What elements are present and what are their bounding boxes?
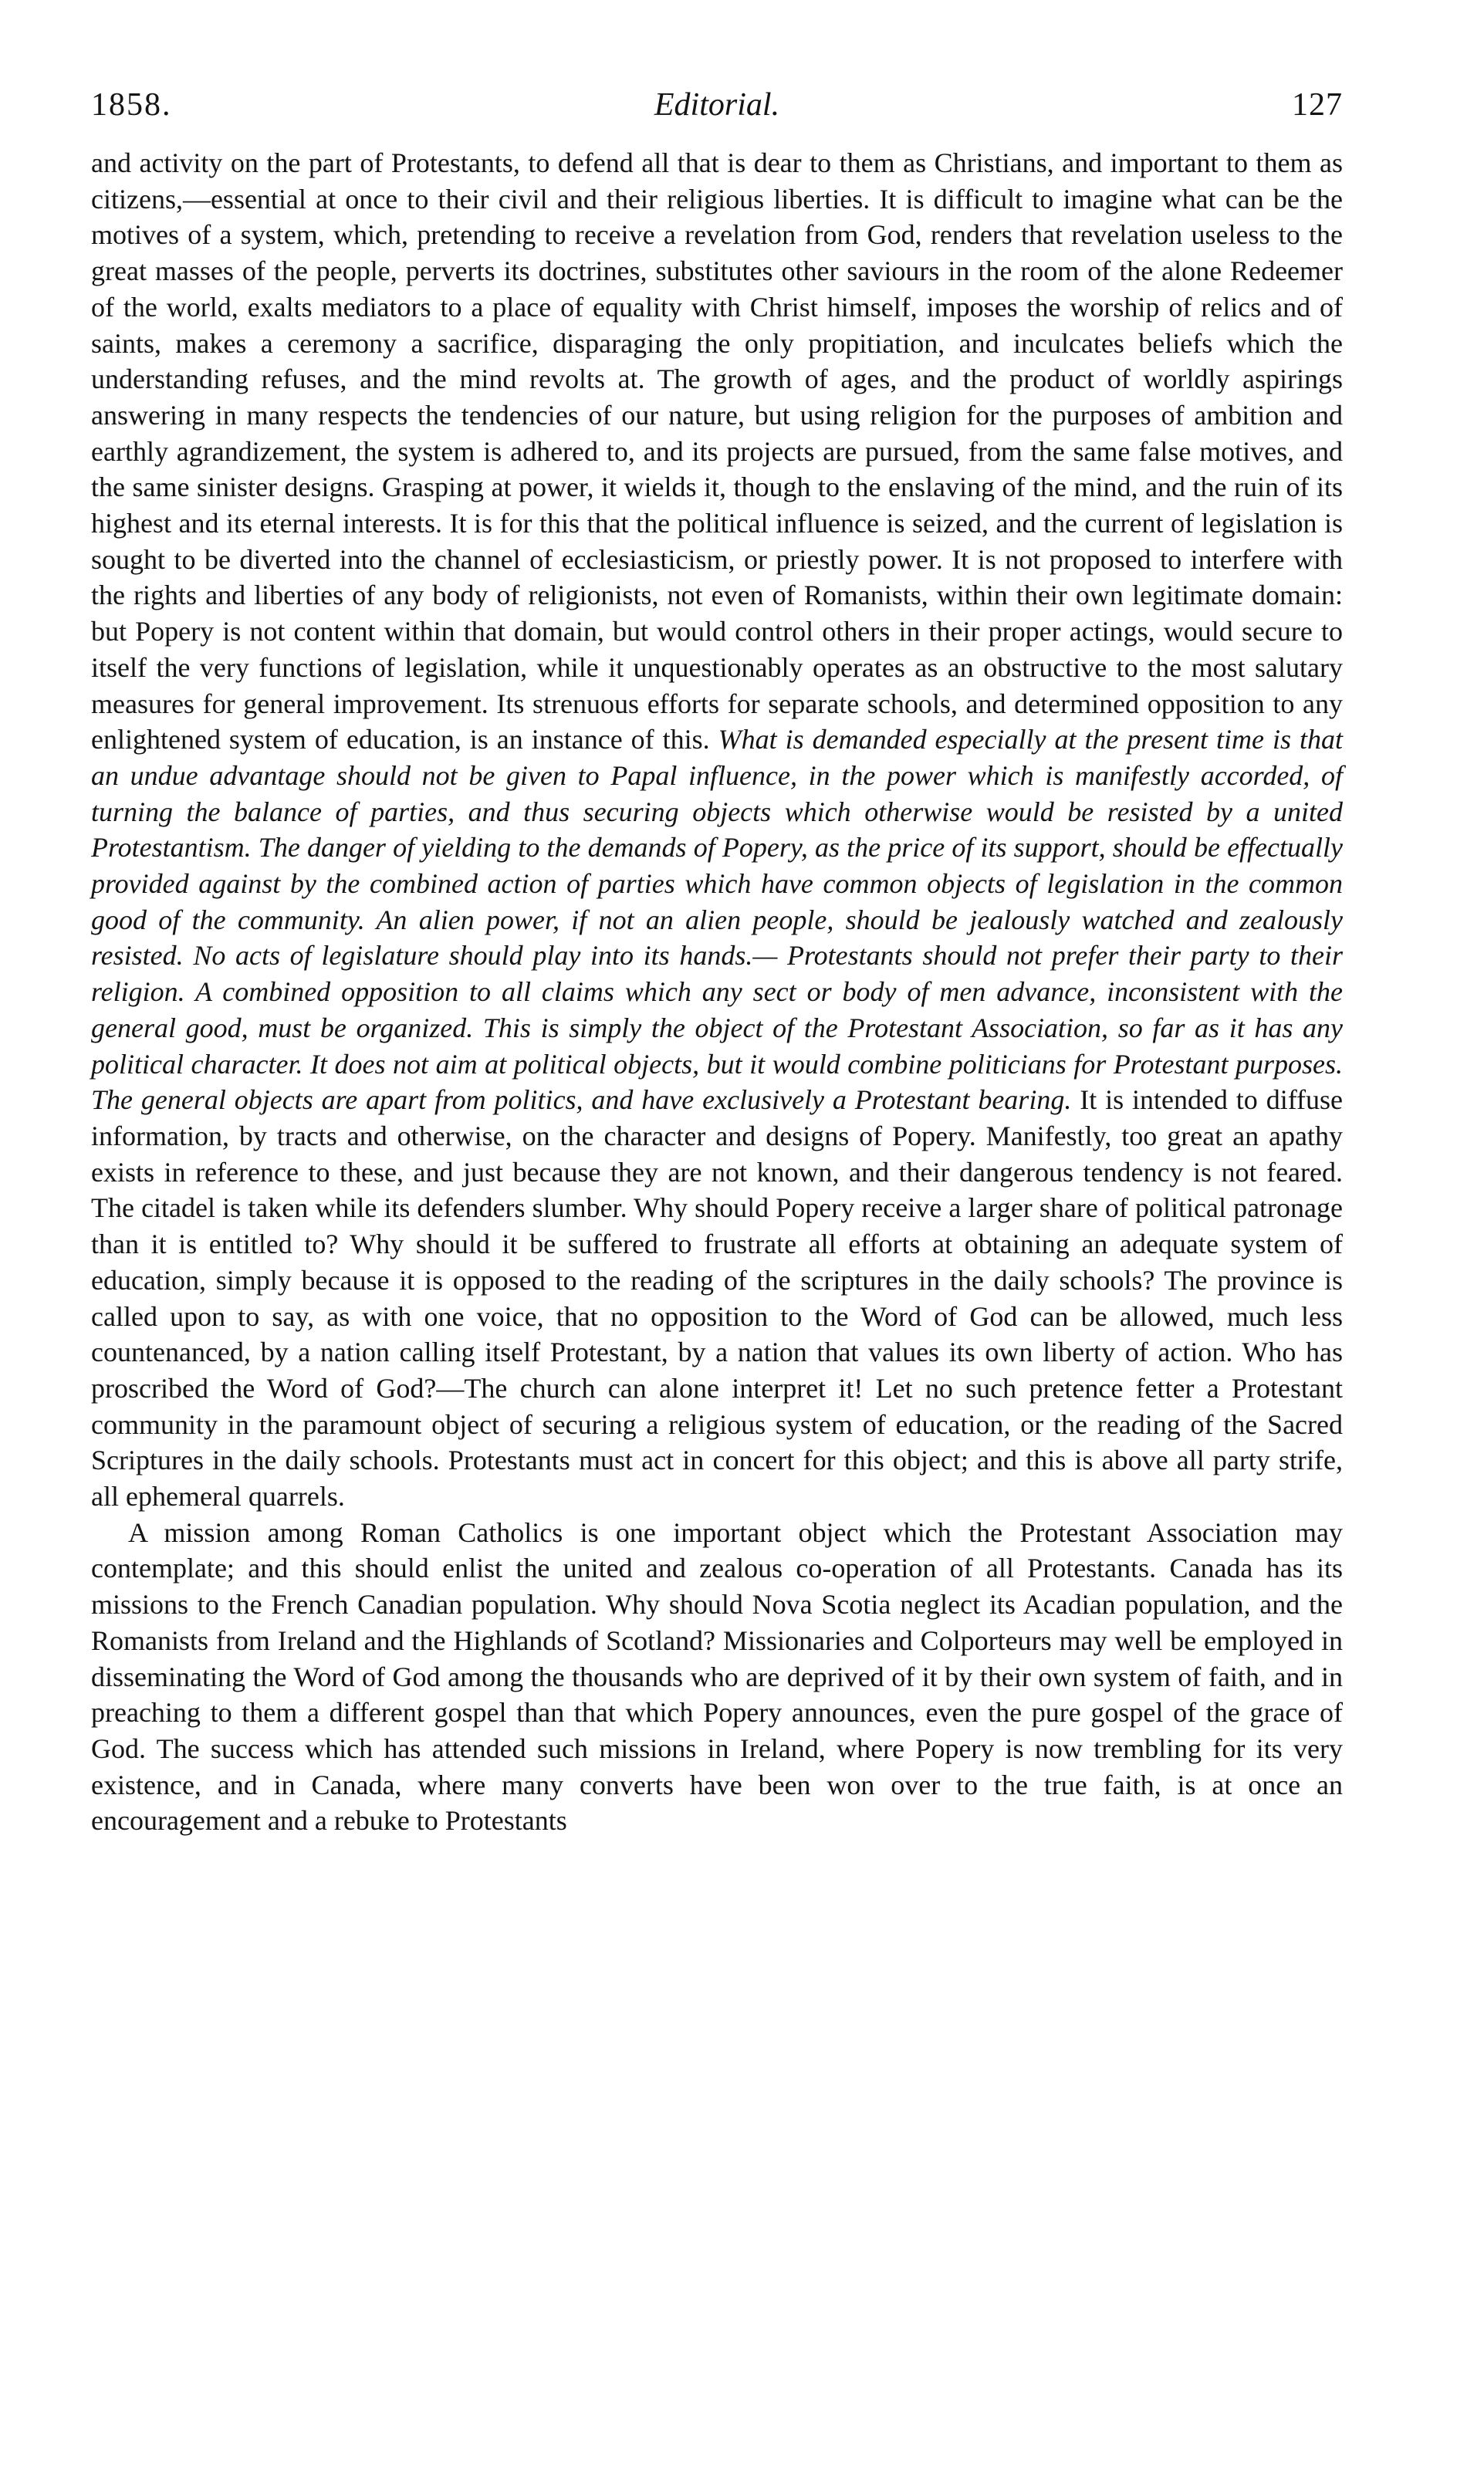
page: [91, 74, 1343, 2451]
page-number: 127: [1292, 87, 1343, 123]
text-segment: and activity on the part of Protestants, to defend all that is dear to them as Christians, and important to them as citizens,—essential at once to their civil and their religious liberties. It is difficult to imagine what can be the motives of a system, which, pretending to receive a revelation from God, renders that revelation useless to the great masses of the people, perverts its doctrines, substitutes other saviours in the room of the alone Redeemer of the world, exalts mediators to a place of equality with Christ himself, imposes the worship of relics and of saints, makes a ceremony a sacrifice, disparaging the only propitiation, and inculcates beliefs which the understanding refuses, and the mind revolts at. The growth of ages, and the product of worldly aspirings answering in many respects the tendencies of our nature, but using religion for the purposes of ambition and earthly agrandizement, the system is adhered to, and its projects are pursued, from the same false motives, and the same sinister designs. Grasping at power, it wields it, though to the enslaving of the mind, and the ruin of its highest and its eternal interests. It is for this that the political influence is seized, and the current of legislation is sought to be diverted into the channel of ecclesiasticism, or priestly power. It is not proposed to interfere with the rights and liberties of any body of religionists, not even of Romanists, within their own legitimate domain: but Popery is not content within that domain, but would control others in their proper actings, would secure to itself the very functions of legislation, while it unquestionably operates as an obstructive to the most salutary measures for general improvement. Its strenuous efforts for separate schools, and determined opposition to any enlightened system of education, is an instance of this.: [91, 147, 1343, 755]
year-label: 1858.: [91, 87, 172, 123]
text-segment: A mission among Roman Catholics is one important object which the Protestant Association may contemplate; and this should enlist the united and zealous co-operation of all Protestants. Canada has its missions to the French Canadian population. Why should Nova Scotia neglect its Acadian population, and the Romanists from Ireland and the Highlands of Scotland? Missionaries and Colporteurs may well be employed in disseminating the Word of God among the thousands who are deprived of it by their own system of faith, and in preaching to them a different gospel than that which Popery announces, even the pure gospel of the grace of God. The success which has attended such missions in Ireland, where Popery is now trembling for its very existence, and in Canada, where many converts have been won over to the true faith, is at once an encouragement and a rebuke to Protestants: [91, 1516, 1343, 1837]
running-head: [91, 74, 1343, 136]
section-title: Editorial.: [654, 87, 780, 123]
article-body: [91, 145, 1343, 1839]
italic-passage: What is demanded especially at the present time is that an undue advantage should not be given to Papal influence, in the power which is manifestly accorded, of turning the balance of parties, and thus securing objects which otherwise would be resisted by a united Protestantism. The danger of yielding to the demands of Popery, as the price of its support, should be effectually provided against by the combined action of parties which have common objects of legislation in the common good of the community. An alien power, if not an alien people, should be jealously watched and zealously resisted. No acts of legislature should play into its hands.— Protestants should not prefer their party to their religion. A combined opposition to all claims which any sect or body of men advance, inconsistent with the general good, must be organized. This is simply the object of the Protestant Association, so far as it has any political character. It does not aim at political objects, but it would combine politicians for Protestant purposes. The general objects are apart from politics, and have exclusively a Protestant bearing.: [91, 724, 1344, 1116]
text-segment: It is intended to diffuse information, by tracts and otherwise, on the character and designs of Popery. Manifestly, too great an apathy exists in reference to these, and just because they are not known, and their dangerous tendency is not feared. The citadel is taken while its defenders slumber. Why should Popery receive a larger share of political patronage than it is entitled to? Why should it be suffered to frustrate all efforts at obtaining an adequate system of education, simply because it is opposed to the reading of the scriptures in the daily schools? The province is called upon to say, as with one voice, that no opposition to the Word of God can be allowed, much less countenanced, by a nation calling itself Protestant, by a nation that values its own liberty of action. Who has proscribed the Word of God?—The church can alone interpret it! Let no such pretence fetter a Protestant community in the paramount object of securing a religious system of education, or the reading of the Sacred Scriptures in the daily schools. Protestants must act in concert for this object; and this is above all party strife, all ephemeral quarrels.: [91, 1084, 1344, 1513]
paragraph-2: [91, 1515, 1343, 1839]
paragraph-1: [91, 145, 1343, 1515]
